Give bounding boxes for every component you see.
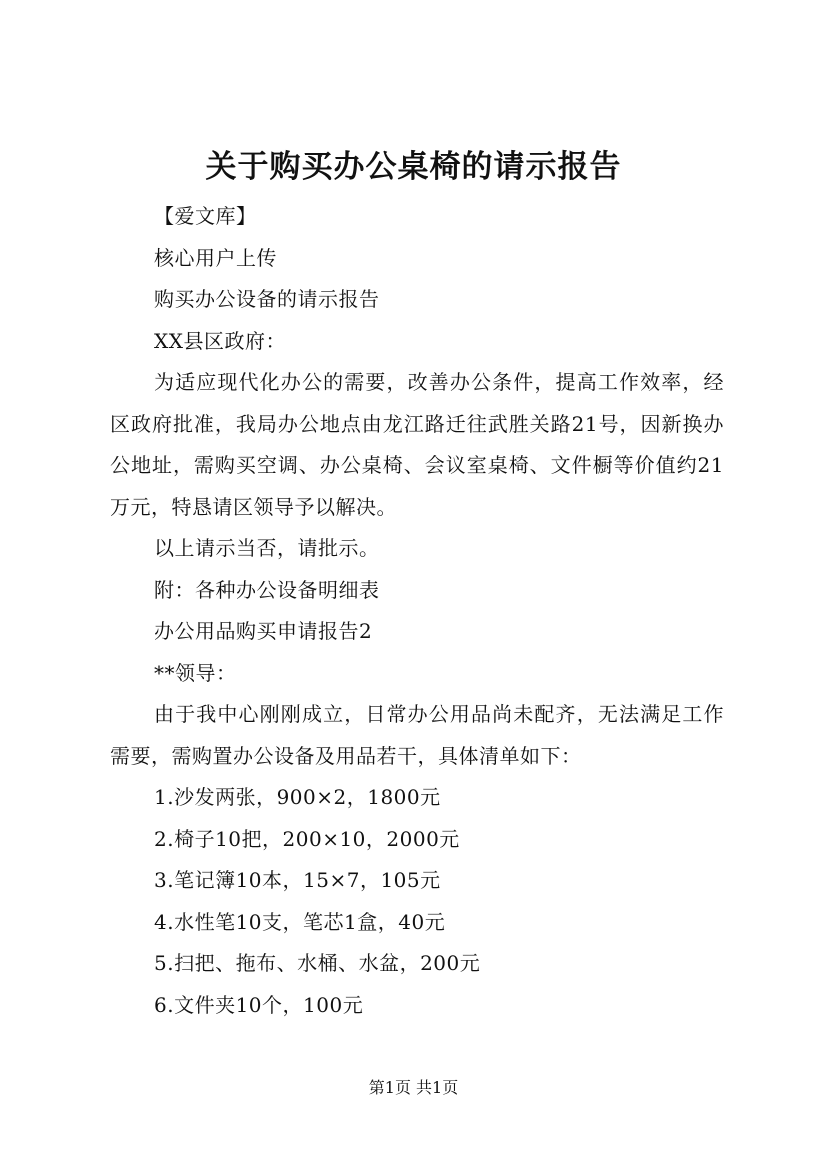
attachment-line: 附：各种办公设备明细表 — [154, 577, 380, 602]
list-item: 3.笔记簿10本，15×7，105元 — [154, 868, 441, 892]
section-2-addressee: **领导： — [154, 660, 237, 685]
paragraph-supplies: 由于我中心刚刚成立，日常办公用品尚未配齐，无法满足工作需要，需购置办公设备及用品若干，具体清单如下： — [110, 702, 724, 768]
section-2-title: 办公用品购买申请报告2 — [154, 619, 373, 643]
closing-line: 以上请示当否，请批示。 — [154, 536, 380, 560]
page-footer: 第1页 共1页 — [368, 1078, 459, 1097]
document-body — [110, 196, 724, 1026]
report-subtitle: 购买办公设备的请示报告 — [154, 287, 380, 311]
source-tag: 【爱文库】 — [154, 204, 257, 228]
document-title: 关于购买办公桌椅的请示报告 — [205, 149, 622, 185]
list-item: 2.椅子10把，200×10，2000元 — [154, 826, 460, 851]
list-item: 1.沙发两张，900×2，1800元 — [154, 785, 441, 809]
list-item: 6.文件夹10个，100元 — [154, 992, 364, 1017]
uploader-line: 核心用户上传 — [154, 245, 277, 270]
addressee: XX县区政府： — [154, 328, 286, 353]
list-item: 5.扫把、拖布、水桶、水盆，200元 — [154, 951, 481, 975]
list-item: 4.水性笔10支，笔芯1盒，40元 — [154, 909, 446, 934]
paragraph-request: 为适应现代化办公的需要，改善办公条件，提高工作效率，经区政府批准，我局办公地点由龙江路迁往武胜关路21号，因新换办公地址，需购买空调、办公桌椅、会议室桌椅、文件橱等价值约21万元，特恳请区领导予以解决。 — [110, 370, 724, 519]
